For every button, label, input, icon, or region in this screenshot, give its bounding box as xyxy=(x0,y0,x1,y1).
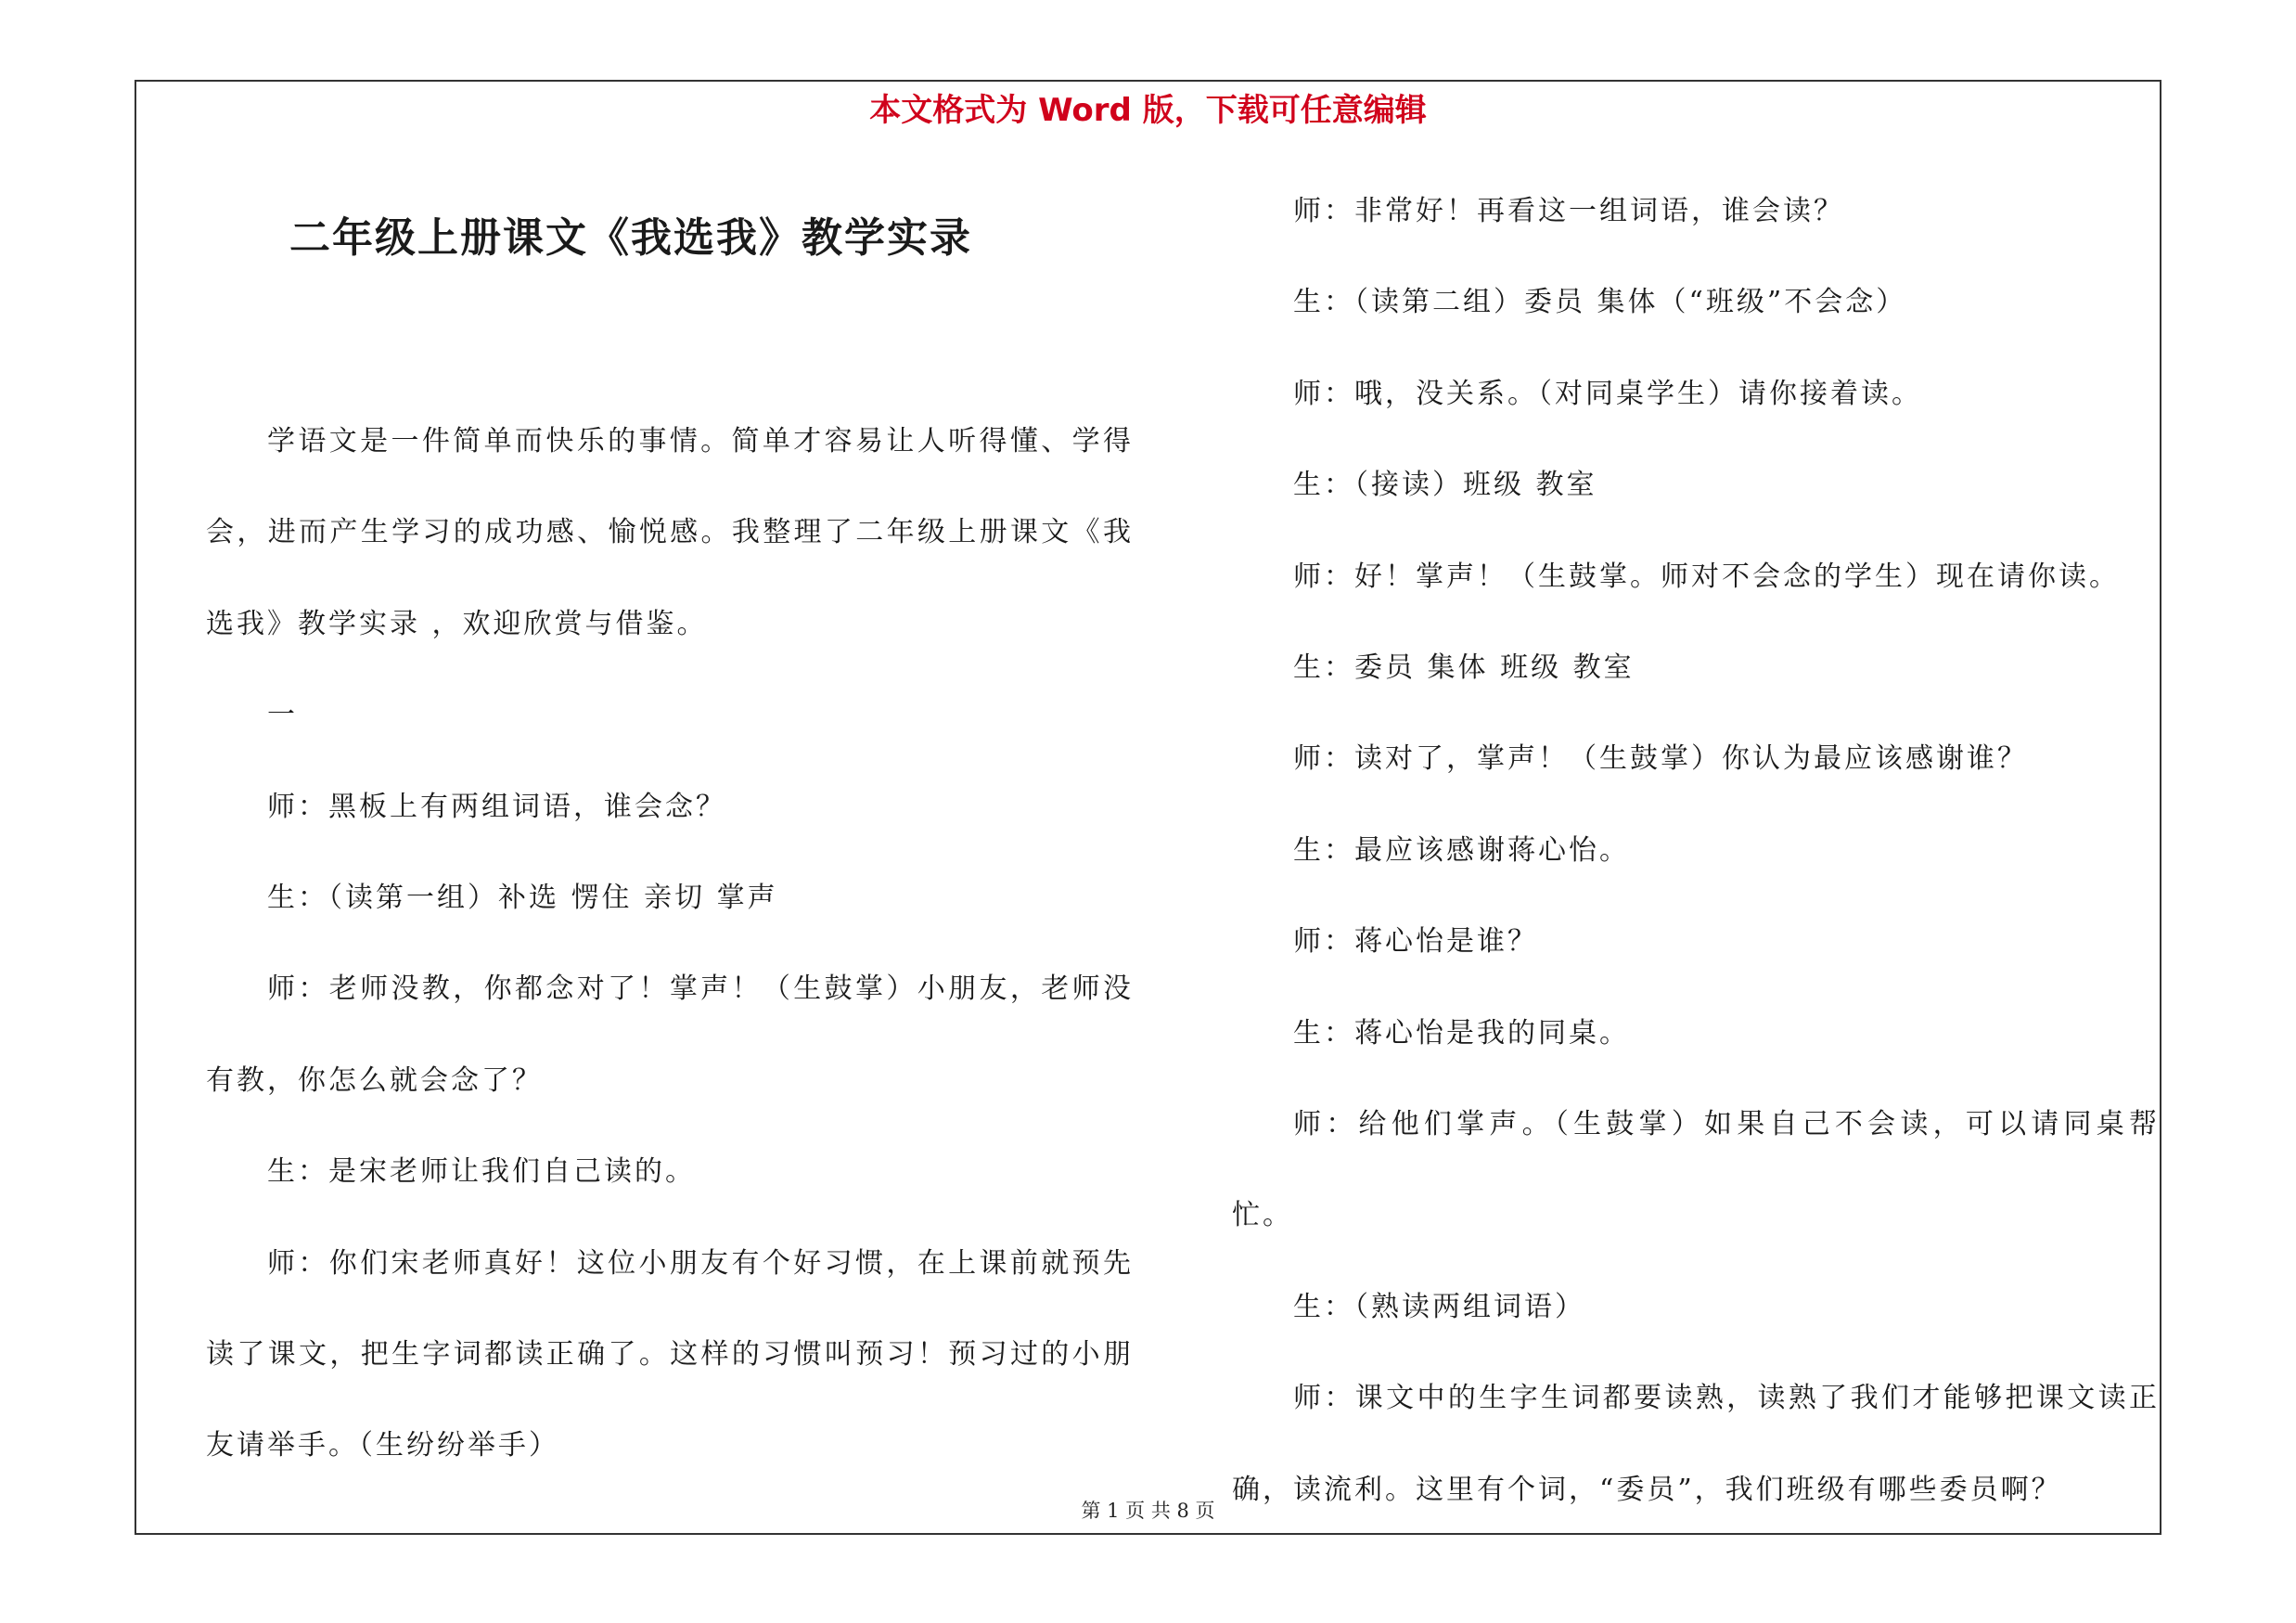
paragraph: 生：（接读）班级 教室 xyxy=(1293,469,1597,502)
word-format-banner: 本文格式为 Word 版，下载可任意编辑 xyxy=(869,92,1427,129)
paragraph: 师：你们宋老师真好！这位小朋友有个好习惯，在上课前就预先读了课文，把生字词都读正确了。这样的习惯叫预习！预习过的小朋友请举手。（生纷纷举手） xyxy=(206,1246,1134,1462)
paragraph: 师：黑板上有两组词语，谁会念？ xyxy=(267,790,726,823)
paragraph: 生：最应该感谢蒋心怡。 xyxy=(1293,833,1630,867)
paragraph: 生：（读第二组）委员 集体（“班级”不会念） xyxy=(1293,286,1907,319)
page-number-footer: 第 1 页 共 8 页 xyxy=(1081,1500,1215,1522)
paragraph: 学语文是一件简单而快乐的事情。简单才容易让人听得懂、学得会，进而产生学习的成功感、愉悦感。我整理了二年级上册课文《我选我》教学实录 ，欢迎欣赏与借鉴。 xyxy=(206,425,1134,640)
paragraph: 师：蒋心怡是谁？ xyxy=(1293,925,1538,959)
paragraph: 师：好！掌声！（生鼓掌。师对不会念的学生）现在请你读。 xyxy=(1293,560,2120,593)
paragraph: 一 xyxy=(267,699,298,732)
paragraph: 师：非常好！再看这一组词语，谁会读？ xyxy=(1293,195,1844,227)
paragraph: 师：读对了，掌声！（生鼓掌）你认为最应该感谢谁？ xyxy=(1293,742,2028,776)
paragraph: 生：（熟读两组词语） xyxy=(1293,1290,1585,1323)
left-column xyxy=(206,396,1134,1492)
paragraph: 生：蒋心怡是我的同桌。 xyxy=(1293,1016,1630,1050)
paragraph: 师：课文中的生字生词都要读熟，读熟了我们才能够把课文读正确，读流利。这里有个词，“委员”，我们班级有哪些委员啊？ xyxy=(1232,1382,2160,1506)
paragraph: 生：（读第一组）补选 愣住 亲切 掌声 xyxy=(267,882,778,915)
paragraph: 师：哦，没关系。（对同桌学生）请你接着读。 xyxy=(1293,377,1922,410)
right-column xyxy=(1232,166,2160,1536)
document-title: 二年级上册课文《我选我》教学实录 xyxy=(289,214,972,262)
paragraph: 生：是宋老师让我们自己读的。 xyxy=(267,1155,696,1189)
paragraph: 师：给他们掌声。（生鼓掌）如果自己不会读，可以请同桌帮忙。 xyxy=(1232,1108,2160,1232)
paragraph: 师：老师没教，你都念对了！掌声！（生鼓掌）小朋友，老师没有教，你怎么就会念了？ xyxy=(206,973,1134,1097)
paragraph: 生：委员 集体 班级 教室 xyxy=(1293,651,1635,685)
